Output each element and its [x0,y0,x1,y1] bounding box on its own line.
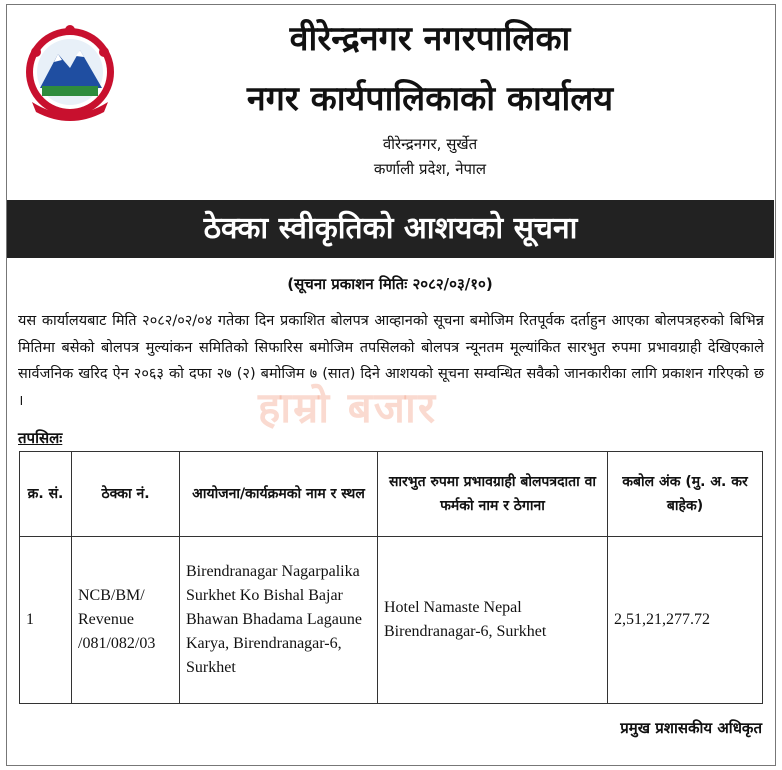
municipality-title: वीरेन्द्रनगर नगरपालिका [289,19,571,59]
signature-title: प्रमुख प्रशासकीय अधिकृत [620,719,762,737]
table-row [20,537,763,704]
cell-contract-no: NCB/BM/ Revenue /081/082/03 [72,537,180,704]
header-serial: क्र. सं. [20,452,72,537]
cell-amount: 2,51,21,277.72 [608,537,763,704]
address-line-1: वीरेन्द्रनगर, सुर्खेत [382,135,478,153]
table-header-row [20,452,763,537]
cell-bidder: Hotel Namaste Nepal Birendranagar-6, Surkhet [378,537,608,704]
notice-banner-title: ठेक्का स्वीकृतिको आशयको सूचना [7,200,774,258]
address-line-2: कर्णाली प्रदेश, नेपाल [373,160,487,178]
office-title: नगर कार्यपालिकाको कार्यालय [246,79,614,119]
header-contract-no: ठेक्का नं. [72,452,180,537]
tapasil-label: तपसिलः [18,429,63,447]
municipality-emblem-icon [18,22,122,126]
watermark-text: हाम्रो बजार [258,383,437,432]
header-bidder: सारभुत रुपमा प्रभावग्राही बोलपत्रदाता वा फर्मको नाम र ठेगाना [378,452,608,537]
header-project: आयोजना/कार्यक्रमको नाम र स्थल [180,452,378,537]
contract-table [19,451,763,704]
publish-date: (सूचना प्रकाशन मितिः २०८२/०३/१०) [287,275,493,293]
cell-project: Birendranagar Nagarpalika Surkhet Ko Bishal Bajar Bhawan Bhadama Lagaune Karya, Birendranagar-6, Surkhet [180,537,378,704]
notice-body: यस कार्यालयबाट मिति २०८२/०२/०४ गतेका दिन प्रकाशित बोलपत्र आव्हानको सूचना बमोजिम रितपूर्वक दर्ताहुन आएका बोलपत्रहरुको बिभिन्न मितिमा बसेको बोलपत्र मुल्यांकन समितिको सिफारिस बमोजिम तपसिलको बोलपत्र न्यूनतम मूल्यांकित सारभुत रुपमा प्रभावग्राही देखिएकाले सार्वजनिक खरिद ऐन २०६३ को दफा २७ (२) बमोजिम ७ (सात) दिने आशयको सूचना सम्वन्धित सवैको जानकारीका लागि प्रकाशन गरिएको छ । [18,313,764,409]
header-amount: कबोल अंक (मु. अ. कर बाहेक) [608,452,763,537]
cell-serial: 1 [20,537,72,704]
